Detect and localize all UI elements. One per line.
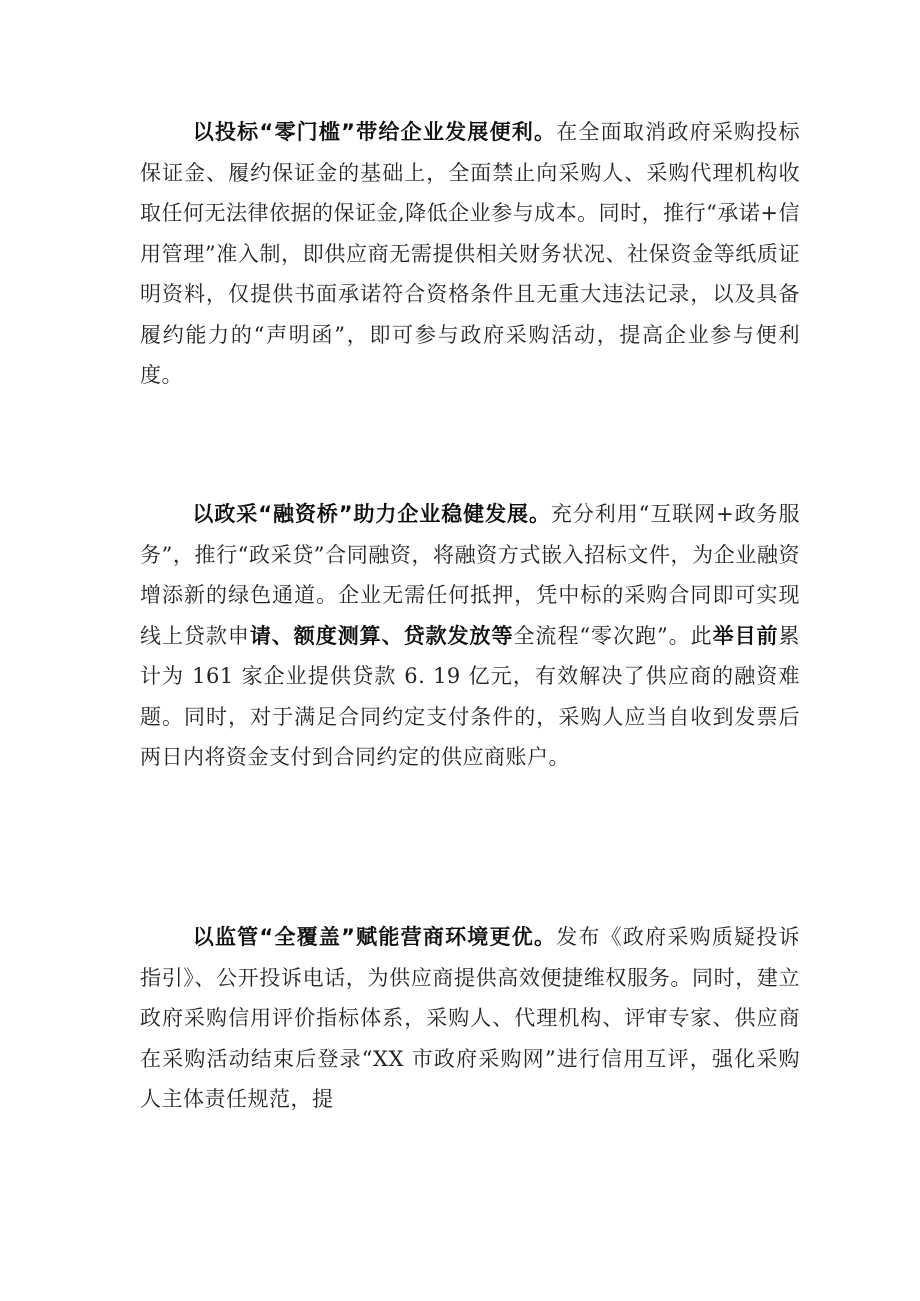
emphasis-text: 请、额度测算、贷款发放等 (249, 623, 514, 648)
paragraph-heading: 以监管“全覆盖”赋能营商环境更优。 (192, 925, 557, 949)
paragraph-full-coverage-supervision (140, 917, 800, 1120)
paragraph-body: 全流程“零次跑”。此 (513, 623, 713, 648)
paragraph-body: 在全面取消政府采购投标保证金、履约保证金的基础上，全面禁止向采购人、采购代理机构收取任何无法律依据的保证金,降低企业参与成本。同时，推行“承诺+信用管理”准入制，即供应商无需提供相关财务状况、社保资金等纸质证明资料，仅提供书面承诺符合资格条件且无重大违法记录，以及具备履约能力的“声明函”，即可参与政府采购活动，提高企业参与便利度。 (140, 120, 801, 387)
paragraph-heading: 以投标“零门槛”带给企业发展便利。 (192, 120, 557, 144)
emphasis-text: 举目前 (712, 623, 779, 648)
paragraph-body: 发布《政府采购质疑投诉指引》、公开投诉电话，为供应商提供高效便捷维权服务。同时，建立政府采购信用评价指标体系，采购人、代理机构、评审专家、供应商在采购活动结束后登录“XX 市政府采购网”进行信用互评，强化采购人主体责任规范，提 (140, 925, 801, 1111)
paragraph-heading: 以政采“融资桥”助力企业稳健发展。 (192, 502, 551, 526)
paragraph-body: 充分利用“互联网+政务服务”，推行“政采贷”合同融资，将融资方式嵌入招标文件，为企业融资增添新的绿色通道。企业无需任何抵押，凭中标的采购合同即可实现线上贷款申 (140, 502, 800, 648)
paragraph-zero-threshold-bidding (140, 112, 800, 396)
paragraph-body: 累计为 161 家企业提供贷款 6. 19 亿元，有效解决了供应商的融资难题。同时，对于满足合同约定支付条件的，采购人应当自收到发票后两日内将资金支付到合同约定的供应商账户。 (140, 623, 801, 769)
paragraph-financing-bridge (140, 494, 800, 778)
